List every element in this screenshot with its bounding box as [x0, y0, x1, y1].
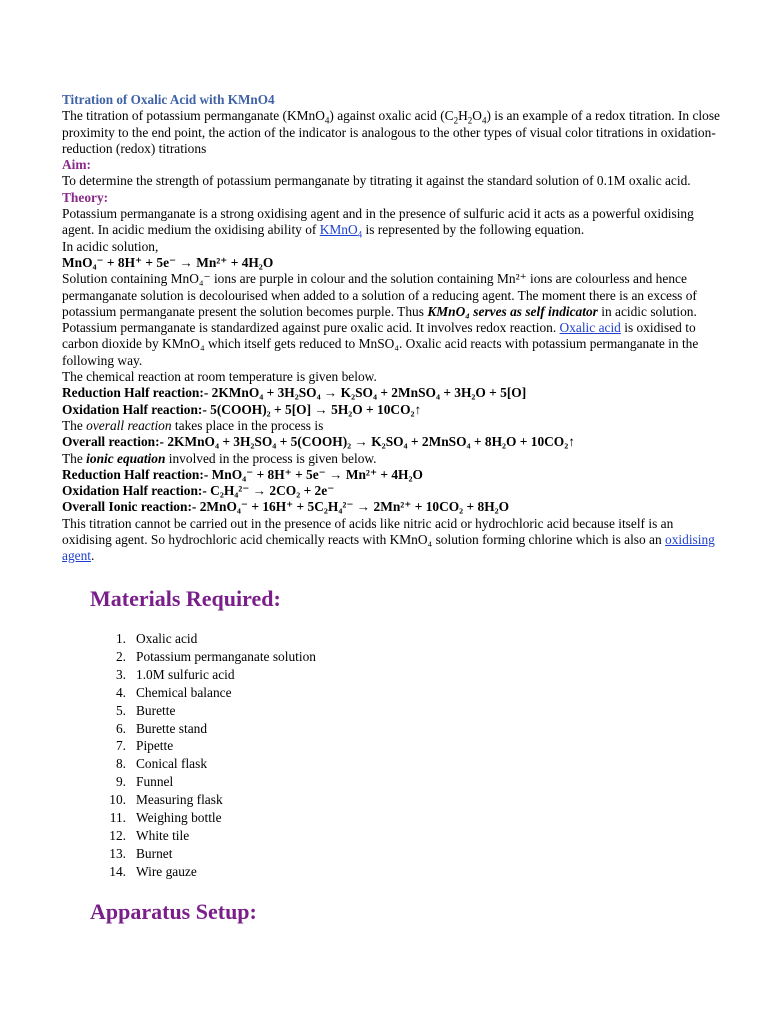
intro-text: ) against oxalic acid (C	[329, 108, 454, 124]
document-body	[62, 92, 722, 565]
intro-text: ) is an example of a redox titration. In close proximity to the end point, the action of the indicator is analogous to the other types of visual color titrations in oxidation-reduction (redox) titrations	[62, 108, 720, 156]
material-name: Chemical balance	[136, 684, 232, 700]
materials-list	[92, 630, 316, 881]
list-number: 10.	[109, 792, 126, 808]
reduction-half-reaction: Reduction Half reaction:- 2KMnO₄ + 3H₂SO₄ → K₂SO₄ + 2MnSO₄ + 3H₂O + 5[O]	[62, 385, 527, 401]
list-number: 4.	[115, 684, 126, 700]
list-number: 11.	[109, 810, 126, 826]
self-indicator-emphasis: KMnO₄ serves as self indicator	[427, 303, 598, 319]
list-number: 8.	[115, 756, 126, 772]
oxidation-half-reaction: Oxidation Half reaction:- 5(COOH)₂ + 5[O] → 5H₂O + 10CO₂↑	[62, 401, 422, 417]
acidic-solution-label: In acidic solution,	[62, 238, 159, 254]
material-list-item	[92, 666, 316, 684]
list-number: 7.	[115, 738, 126, 754]
theory-text: Solution containing MnO₄⁻ ions are purple in colour and the solution containing Mn²⁺ ions are colourless and hence permanganate solution is decolourised when added to a solution of a reducing agent. The moment there is an excess of potassium permanganate present the solution becomes purple. Thus	[62, 271, 697, 319]
material-name: Pipette	[136, 738, 174, 754]
material-list-item	[92, 630, 316, 648]
material-list-item	[92, 809, 316, 827]
theory-text: Potassium permanganate is standardized against pure oxalic acid. It involves redox reaction.	[62, 320, 560, 336]
theory-text: This titration cannot be carried out in the presence of acids like nitric acid or hydrochloric acid because itself is an oxidising agent. So hydrochloric acid chemically reacts with KMnO₄ solution forming chlorine which is also an	[62, 515, 674, 548]
document-title: Titration of Oxalic Acid with KMnO4	[62, 92, 275, 107]
theory-text: in acidic solution.	[597, 303, 697, 319]
materials-heading: Materials Required:	[90, 586, 281, 611]
material-name: 1.0M sulfuric acid	[136, 666, 235, 682]
intro-text: O	[472, 108, 482, 124]
material-name: Measuring flask	[136, 792, 223, 808]
intro-paragraph	[62, 108, 722, 157]
material-list-item	[92, 755, 316, 773]
list-number: 3.	[115, 666, 126, 682]
theory-text: involved in the process is given below.	[165, 450, 377, 466]
oxidation-ionic-reaction: Oxidation Half reaction:- C₂H₄²⁻ → 2CO₂ + 2e⁻	[62, 483, 335, 499]
theory-text: is oxidised to carbon dioxide by KMnO₄ which itself gets reduced to MnSO₄. Oxalic acid reacts with potassium permanganate in the following way.	[62, 320, 699, 368]
theory-text: is represented by the following equation.	[362, 222, 585, 238]
equation-acidic: MnO₄⁻ + 8H⁺ + 5e⁻ → Mn²⁺ + 4H₂O	[62, 254, 274, 270]
subscript: 4	[357, 230, 363, 241]
subscript: 4	[324, 115, 330, 126]
material-list-item	[92, 720, 316, 738]
material-name: Burnet	[136, 845, 173, 861]
overall-ionic-reaction: Overall Ionic reaction:- 2MnO₄⁻ + 16H⁺ + 5C₂H₄²⁻ → 2Mn²⁺ + 10CO₂ + 8H₂O	[62, 499, 510, 515]
list-number: 12.	[109, 827, 126, 843]
subscript: 4	[481, 115, 487, 126]
overall-intro	[62, 418, 722, 434]
list-number: 1.	[115, 631, 126, 646]
material-list-item	[92, 773, 316, 791]
ionic-intro	[62, 451, 722, 467]
subscript: 2	[467, 115, 473, 126]
intro-text: H	[458, 108, 468, 124]
theory-text: takes place in the process is	[171, 417, 324, 433]
material-name: Funnel	[136, 774, 174, 790]
material-list-item	[92, 702, 316, 720]
material-list-item	[92, 737, 316, 755]
list-number: 13.	[109, 845, 126, 861]
material-list-item	[92, 863, 316, 881]
material-list-item	[92, 845, 316, 863]
material-list-item	[92, 684, 316, 702]
oxalic-acid-link[interactable]: Oxalic acid	[559, 320, 621, 336]
material-name: Oxalic acid	[136, 631, 198, 646]
aim-text: To determine the strength of potassium permanganate by titrating it against the standard solution of 0.1M oxalic acid.	[62, 173, 691, 189]
subscript: 2	[453, 115, 459, 126]
list-number: 2.	[115, 648, 126, 664]
intro-text: The titration of potassium permanganate (KMnO	[62, 108, 325, 124]
room-temp-text: The chemical reaction at room temperature is given below.	[62, 369, 377, 385]
ionic-emphasis: ionic equation	[86, 450, 166, 466]
theory-paragraph-5	[62, 516, 722, 565]
kmno4-link[interactable]	[319, 222, 363, 241]
material-name: Weighing bottle	[136, 810, 222, 826]
list-number: 9.	[115, 774, 126, 790]
material-list-item	[92, 648, 316, 666]
list-number: 6.	[115, 720, 126, 736]
material-name: Wire gauze	[136, 863, 197, 879]
apparatus-heading: Apparatus Setup:	[90, 899, 257, 924]
material-list-item	[92, 827, 316, 845]
material-name: White tile	[136, 827, 190, 843]
list-number: 5.	[115, 702, 126, 718]
theory-text: .	[91, 548, 95, 564]
theory-text: Potassium permanganate is a strong oxidising agent and in the presence of sulfuric acid it acts as a powerful oxidising agent. In acidic medium the oxidising ability of	[62, 206, 694, 238]
material-list-item	[92, 791, 316, 809]
theory-text: The	[62, 450, 87, 466]
material-name: Burette stand	[136, 720, 208, 736]
kmno4-link-text: KMnO	[319, 222, 358, 238]
material-name: Conical flask	[136, 756, 208, 772]
material-name: Burette	[136, 702, 176, 718]
theory-text: The	[62, 417, 87, 433]
reduction-ionic-reaction: Reduction Half reaction:- MnO₄⁻ + 8H⁺ + 5e⁻ → Mn²⁺ + 4H₂O	[62, 466, 423, 482]
list-number: 14.	[109, 863, 126, 879]
theory-paragraph-3	[62, 320, 722, 369]
oxidising-agent-link[interactable]: oxidising agent	[62, 532, 715, 564]
theory-paragraph-1	[62, 206, 722, 239]
overall-reaction: Overall reaction:- 2KMnO₄ + 3H₂SO₄ + 5(COOH)₂ → K₂SO₄ + 2MnSO₄ + 8H₂O + 10CO₂↑	[62, 434, 575, 450]
theory-paragraph-2	[62, 271, 722, 320]
theory-heading: Theory:	[62, 189, 109, 205]
overall-emphasis: overall reaction	[86, 417, 172, 433]
aim-heading: Aim:	[62, 157, 92, 173]
material-name: Potassium permanganate solution	[136, 648, 317, 664]
